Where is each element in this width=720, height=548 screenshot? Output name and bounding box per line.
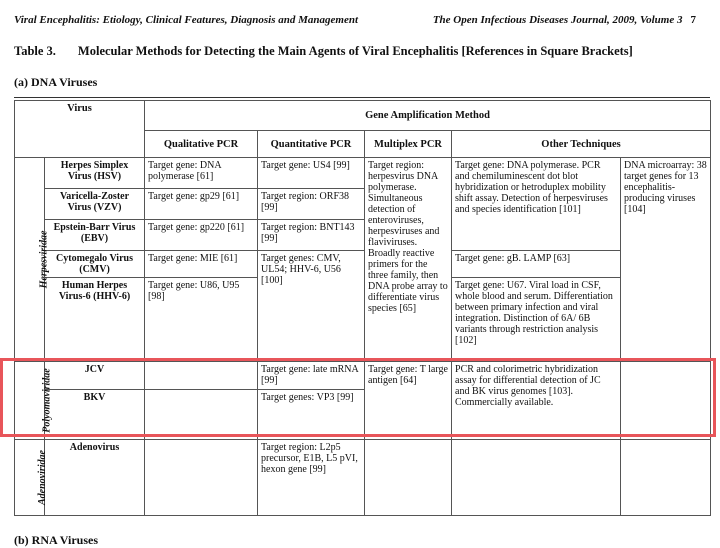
table-cell [621, 362, 711, 440]
col-virus: Virus [15, 101, 145, 158]
table-row [15, 251, 711, 278]
table-cell [145, 362, 258, 390]
page-number: 7 [690, 14, 696, 26]
table-cell [145, 440, 258, 516]
table-cell [621, 440, 711, 516]
family-label-herpesviridae: Herpesviridae [15, 158, 45, 362]
table-row [15, 158, 711, 189]
running-header-left: Viral Encephalitis: Etiology, Clinical Features, Diagnosis and Management [14, 14, 359, 26]
table-cell: Target region: ORF38 [99] [258, 189, 365, 220]
table-cell: Target gene: gp220 [61] [145, 220, 258, 251]
table-number: Table 3. [14, 44, 56, 58]
family-label-polyomaviridae: Polyomaviridae [15, 362, 45, 440]
virus-name: BKV [45, 390, 145, 440]
journal-name: The Open Infectious Diseases Journal, 2009, Volume 3 [432, 14, 683, 26]
virus-name: Cytomegalo Virus (CMV) [45, 251, 145, 278]
col-quantitative-pcr: Quantitative PCR [258, 131, 365, 158]
table-cell: Target genes: VP3 [99] [258, 390, 365, 440]
virus-name: Adenovirus [45, 440, 145, 516]
table-cell: Target gene: gB. LAMP [63] [452, 251, 621, 278]
virus-name: Herpes Simplex Virus (HSV) [45, 158, 145, 189]
family-label-adenoviridae: Adenoviridae [15, 440, 45, 516]
table-row [15, 440, 711, 516]
table-cell [145, 390, 258, 440]
table-cell: Target gene: US4 [99] [258, 158, 365, 189]
top-rule [14, 97, 710, 98]
virus-name: Epstein-Barr Virus (EBV) [45, 220, 145, 251]
table-cell: Target gene: gp29 [61] [145, 189, 258, 220]
table-cell: DNA microarray: 38 target genes for 13 encephalitis-producing viruses [104] [621, 158, 711, 362]
table-cell [365, 440, 452, 516]
table-cell: Target region: L2p5 precursor, E1B, L5 pVI, hexon gene [99] [258, 440, 365, 516]
table-cell: PCR and colorimetric hybridization assay for differential detection of JC and BK virus genomes [103]. Commercially available. [452, 362, 621, 440]
table-cell [452, 440, 621, 516]
table-cell: Target gene: U67. Viral load in CSF, whole blood and serum. Differentiation between primary infection and viral integration. Distinction of 6A/ 6B variants through restriction analysis [102] [452, 278, 621, 362]
table-cell: Target gene: late mRNA [99] [258, 362, 365, 390]
table-cell: Target gene: U86, U95 [98] [145, 278, 258, 362]
table-cell: Target gene: DNA polymerase [61] [145, 158, 258, 189]
table-cell: Target gene: T large antigen [64] [365, 362, 452, 440]
running-header-right [433, 14, 696, 26]
table-cell: Target gene: MIE [61] [145, 251, 258, 278]
section-label: (a) DNA Viruses [14, 75, 98, 89]
table-cell: Target genes: CMV, UL54; HHV-6, U56 [100] [258, 251, 365, 362]
virus-name: JCV [45, 362, 145, 390]
methods-table-frame [14, 100, 710, 530]
table-cell: Target gene: DNA polymerase. PCR and chemiluminescent dot blot hybridization or hetroduplex mobility shift assay. Detection of herpesviruses and species identification [101] [452, 158, 621, 251]
col-multiplex-pcr: Multiplex PCR [365, 131, 452, 158]
table-cell: Target region: herpesvirus DNA polymerase. Simultaneous detection of enteroviruses, herpesviruses and flaviviruses. Broadly reactive primers for the three family, then DNA probe array to differentiate virus species [65] [365, 158, 452, 362]
section-label-rna: (b) RNA Viruses [14, 533, 99, 547]
virus-name: Varicella-Zoster Virus (VZV) [45, 189, 145, 220]
virus-name: Human Herpes Virus-6 (HHV-6) [45, 278, 145, 362]
col-other-techniques: Other Techniques [452, 131, 711, 158]
col-gene-amplification: Gene Amplification Method [145, 101, 711, 131]
table-title [14, 44, 633, 59]
table-cell: Target region: BNT143 [99] [258, 220, 365, 251]
table-caption: Molecular Methods for Detecting the Main Agents of Viral Encephalitis [References in Square Brackets] [77, 44, 633, 58]
table-row [15, 362, 711, 390]
col-qualitative-pcr: Qualitative PCR [145, 131, 258, 158]
methods-table [14, 100, 711, 516]
